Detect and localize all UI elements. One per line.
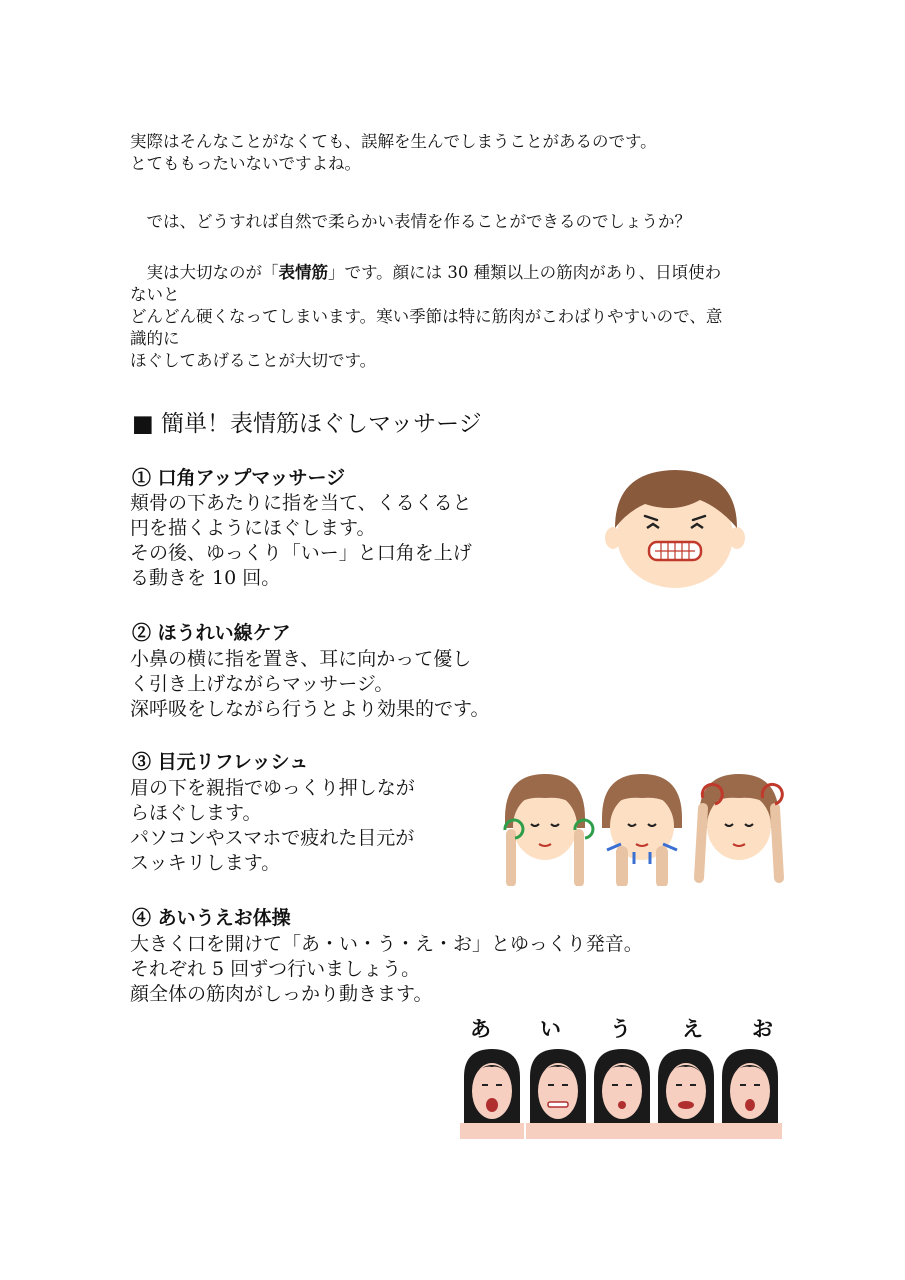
left-ear [605, 527, 621, 549]
key-term: 表情筋 [278, 263, 328, 282]
section-line: 円を描くようにほぐします。 [130, 517, 376, 539]
key-line: ほぐしてあげることが大切です。 [130, 351, 377, 370]
key-line [130, 262, 780, 284]
vowel-label: い [540, 1017, 561, 1041]
section-line: 頬骨の下あたりに指を当て、くるくると [130, 492, 472, 514]
section-line: く引き上げながらマッサージ。 [130, 673, 394, 695]
section-line: 眉の下を親指でゆっくり押しなが [130, 777, 415, 799]
smiling-face-illustration [605, 466, 745, 590]
section-2-body [130, 647, 489, 722]
intro-line: とてももったいないですよね。 [130, 154, 361, 173]
question-paragraph [130, 211, 780, 233]
key-paragraph [130, 262, 780, 372]
intro-paragraph [130, 131, 780, 175]
vowel-face-e [654, 1049, 718, 1139]
vowel-face-o [718, 1049, 782, 1139]
vowel-label: え [682, 1017, 703, 1041]
key-post: 」です。顔には 30 種類以上の筋肉があり、日頃使わ [328, 263, 722, 282]
teeth-lines [655, 543, 695, 559]
key-line: どんどん硬くなってしまいます。寒い季節は特に筋肉がこわばりやすいので、意 [130, 307, 723, 326]
section-line: る動きを 10 回。 [130, 567, 281, 589]
section-3-body [130, 776, 415, 876]
vowel-face-a [460, 1049, 524, 1139]
section-line: らほぐします。 [130, 802, 262, 824]
key-pre: 実は大切なのが「 [130, 263, 279, 282]
massage-face-temples [699, 774, 782, 878]
section-line: スッキリします。 [130, 852, 281, 874]
vowel-face-i [526, 1049, 590, 1139]
section-1-title: ① 口角アップマッサージ [132, 467, 346, 489]
right-ear [729, 527, 745, 549]
key-line: 識的に [130, 329, 180, 348]
section-line: 小鼻の横に指を置き、耳に向かって優し [130, 648, 472, 670]
intro-line: 実際はそんなことがなくても、誤解を生んでしまうことがあるのです。 [130, 132, 657, 151]
vowel-faces-illustration [460, 1013, 786, 1139]
massage-faces-illustration [497, 768, 787, 886]
section-1-body [130, 491, 472, 591]
vowel-faces [460, 1047, 786, 1139]
section-3-title: ③ 目元リフレッシュ [132, 751, 309, 773]
section-2-title: ② ほうれい線ケア [132, 622, 291, 644]
section-line: 深呼吸をしながら行うとより効果的です。 [130, 698, 490, 720]
section-4-body [130, 932, 643, 1007]
section-line: 大きく口を開けて「あ・い・う・え・お」とゆっくり発音。 [130, 933, 643, 955]
question-line: では、どうすれば自然で柔らかい表情を作ることができるのでしょうか？ [130, 212, 691, 231]
massage-face-cheeks [505, 774, 593, 882]
section-line: 顔全体の筋肉がしっかり動きます。 [130, 983, 433, 1005]
vowel-label: お [752, 1017, 773, 1041]
vowel-face-u [590, 1049, 654, 1139]
section-line: それぞれ 5 回ずつ行いましょう。 [130, 958, 421, 980]
section-line: その後、ゆっくり「いー」と口角を上げ [130, 542, 472, 564]
section-heading: ■ 簡単！表情筋ほぐしマッサージ [132, 411, 482, 437]
key-line: ないと [130, 285, 180, 304]
section-line: パソコンやスマホで疲れた目元が [130, 827, 415, 849]
vowel-label: う [610, 1017, 631, 1041]
vowel-label: あ [470, 1017, 491, 1041]
section-4-title: ④ あいうえお体操 [132, 907, 291, 929]
massage-face-nose [602, 774, 682, 882]
